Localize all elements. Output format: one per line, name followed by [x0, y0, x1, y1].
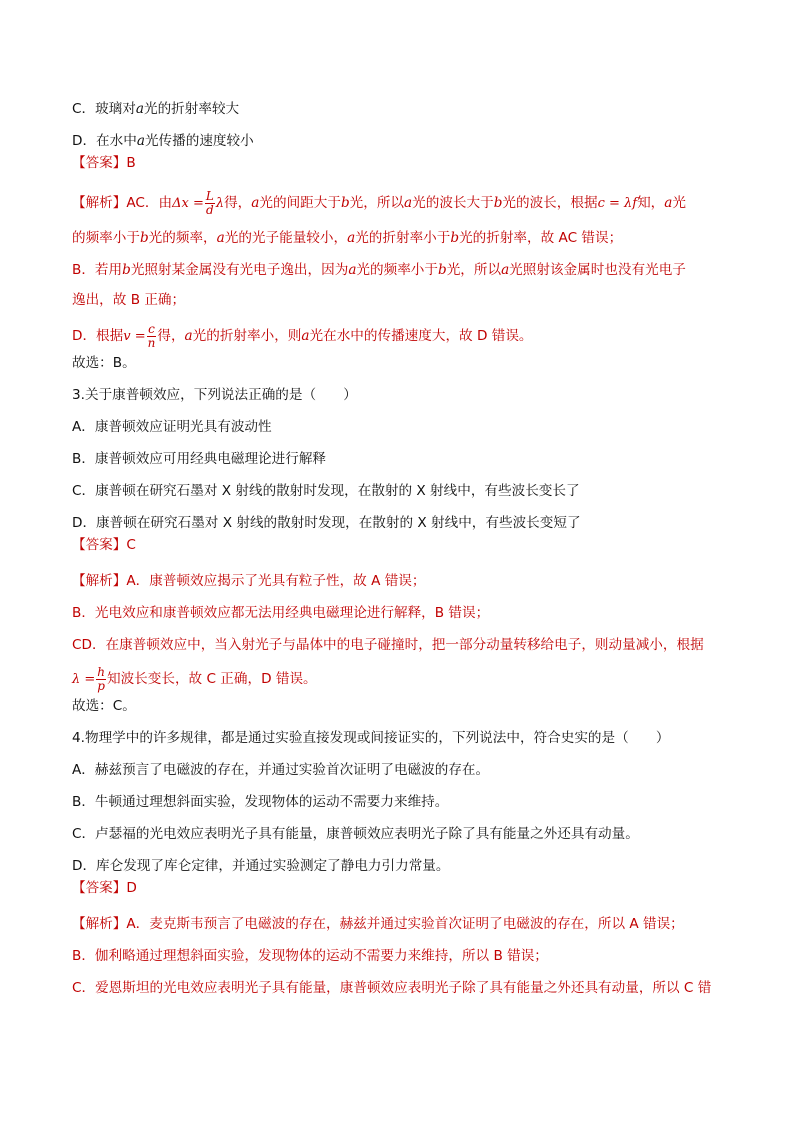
- q2-option-d: D．在水中a光传播的速度较小: [72, 133, 254, 149]
- q4-option-b: B．牛顿通过理想斜面实验，发现物体的运动不需要力来维持。: [72, 794, 449, 810]
- q2-explanation-ac-line2: 的频率小于b光的频率，a光的光子能量较小，a光的折射率小于b光的折射率，故 AC 错误；: [72, 230, 623, 246]
- q3-option-b: B．康普顿效应可用经典电磁理论进行解释: [72, 451, 327, 467]
- formula-lambda: λ =: [72, 672, 96, 687]
- q2-explanation-d: D．根据v = $\frac{c}{n}$ 得，a光的折射率小，则a光在水中的传播速度大，故 D 错误。: [72, 321, 533, 350]
- document-page: [72, 98, 722, 999]
- q3-explanation-a: 【解析】A．康普顿效应揭示了光具有粒子性，故 A 错误；: [72, 573, 426, 589]
- formula-delta-x: Δx =: [172, 196, 204, 211]
- q2-answer: 【答案】B: [72, 155, 136, 171]
- q3-explanation-cd: CD．在康普顿效应中，当入射光子与晶体中的电子碰撞时，把一部分动量转移给电子，则动量减小，根据: [72, 637, 704, 653]
- q3-explanation-cd-line2: λ = $\frac{h}{p}$ 知波长变长，故 C 正确，D 错误。: [72, 664, 317, 693]
- q3-choose: 故选：C。: [72, 698, 136, 714]
- q3-option-c: C．康普顿在研究石墨对 X 射线的散射时发现，在散射的 X 射线中，有些波长变长了: [72, 483, 580, 499]
- fraction-c-over-n: $\frac{c}{n}$: [147, 321, 156, 350]
- q3-option-a: A．康普顿效应证明光具有波动性: [72, 419, 272, 435]
- q4-stem: 4.物理学中的许多规律，都是通过实验直接发现或间接证实的，下列说法中，符合史实的是（ ）: [72, 730, 670, 746]
- q4-option-c: C．卢瑟福的光电效应表明光子具有能量，康普顿效应表明光子除了具有能量之外还具有动量。: [72, 826, 639, 842]
- q2-explanation-b-line2: 逸出，故 B 正确；: [72, 292, 186, 308]
- formula-c-lambda-f: c = λf: [597, 196, 638, 211]
- q4-option-d: D．库仑发现了库仑定律，并通过实验测定了静电力引力常量。: [72, 858, 450, 874]
- q4-option-a: A．赫兹预言了电磁波的存在，并通过实验首次证明了电磁波的存在。: [72, 762, 490, 778]
- q2-option-c: C．玻璃对a光的折射率较大: [72, 101, 240, 117]
- q2-choose: 故选：B。: [72, 355, 136, 371]
- q4-explanation-b: B．伽利略通过理想斜面实验，发现物体的运动不需要力来维持，所以 B 错误；: [72, 948, 548, 964]
- q3-stem: 3.关于康普顿效应，下列说法正确的是（ ）: [72, 387, 357, 403]
- q2-explanation-b: B．若用b光照射某金属没有光电子逸出，因为a光的频率小于b光，所以a光照射该金属时也没有光电子: [72, 262, 686, 278]
- formula-v: v =: [123, 329, 146, 344]
- q4-explanation-a: 【解析】A．麦克斯韦预言了电磁波的存在，赫兹并通过实验首次证明了电磁波的存在，所以 A 错误；: [72, 916, 684, 932]
- q4-answer: 【答案】D: [72, 880, 137, 896]
- q4-explanation-c: C．爱恩斯坦的光电效应表明光子具有能量，康普顿效应表明光子除了具有能量之外还具有动量，所以 C 错: [72, 980, 712, 996]
- q2-explanation-ac: 【解析】AC．由Δx = $\frac{L}{d}$ λ得，a光的间距大于b光，所以a光的波长大于b光的波长，根据c = λf知，a光: [72, 188, 686, 217]
- fraction-l-over-d: $\frac{L}{d}$: [205, 188, 214, 217]
- q3-explanation-b: B．光电效应和康普顿效应都无法用经典电磁理论进行解释，B 错误；: [72, 605, 490, 621]
- q3-answer: 【答案】C: [72, 537, 136, 553]
- fraction-h-over-p: $\frac{h}{p}$: [97, 664, 105, 693]
- q3-option-d: D．康普顿在研究石墨对 X 射线的散射时发现，在散射的 X 射线中，有些波长变短了: [72, 515, 581, 531]
